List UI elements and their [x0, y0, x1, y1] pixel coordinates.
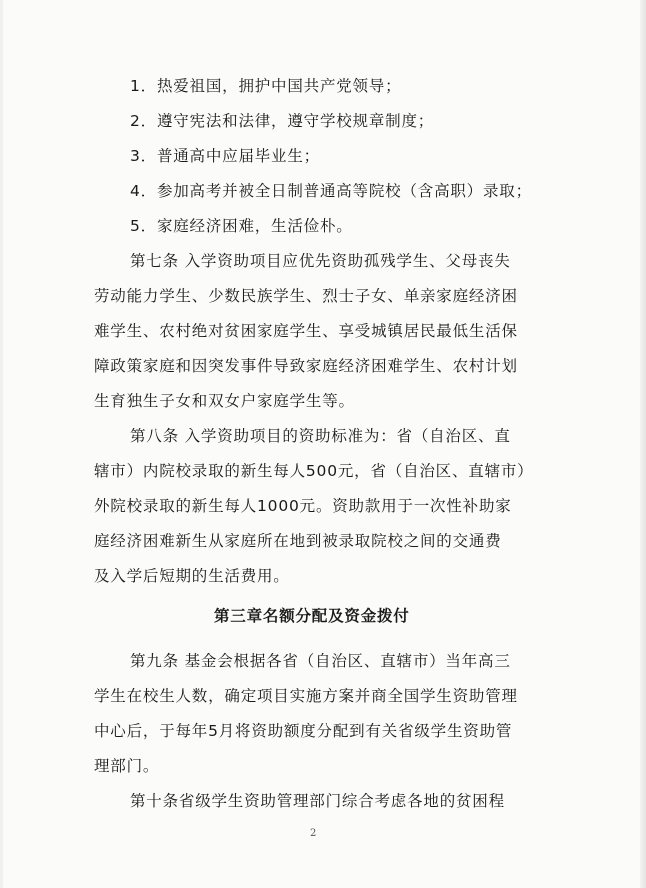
- article-9-line-3: 中心后，于每年5月将资助额度分配到有关省级学生资助管: [94, 722, 513, 740]
- article-7-line-4: 障政策家庭和因突发事件导致家庭经济困难学生、农村计划: [94, 357, 518, 375]
- page-number: 2: [310, 828, 317, 839]
- page-left-edge: [0, 0, 3, 888]
- criteria-item-1: 1．热爱祖国，拥护中国共产党领导；: [130, 77, 402, 95]
- article-9-line-4: 理部门。: [94, 757, 160, 775]
- article-9-line-2: 学生在校生人数，确定项目实施方案并商全国学生资助管理: [94, 687, 518, 705]
- article-8-line-5: 及入学后短期的生活费用。: [94, 567, 290, 585]
- article-8-line-3: 外院校录取的新生每人1000元。资助款用于一次性补助家: [94, 497, 512, 515]
- criteria-item-5: 5．家庭经济困难，生活俭朴。: [130, 217, 353, 235]
- page-right-edge: [640, 0, 646, 888]
- article-7-line-3: 难学生、农村绝对贫困家庭学生、享受城镇居民最低生活保: [94, 322, 518, 340]
- criteria-item-2: 2．遵守宪法和法律，遵守学校规章制度；: [130, 112, 435, 130]
- article-8-line-4: 庭经济困难新生从家庭所在地到被录取院校之间的交通费: [94, 532, 502, 550]
- article-7-line-1: 第七条 入学资助项目应优先资助孤残学生、父母丧失: [130, 252, 511, 270]
- article-7-line-5: 生育独生子女和双女户家庭学生等。: [94, 392, 355, 410]
- criteria-item-4: 4．参加高考并被全日制普通高等院校（含高职）录取；: [130, 182, 532, 200]
- article-8-line-2: 辖市）内院校录取的新生每人500元，省（自治区、直辖市）: [94, 462, 534, 480]
- criteria-item-3: 3．普通高中应届毕业生；: [130, 147, 320, 165]
- article-9-line-1: 第九条 基金会根据各省（自治区、直辖市）当年高三: [130, 652, 511, 670]
- article-8-line-1: 第八条 入学资助项目的资助标准为：省（自治区、直: [130, 427, 511, 445]
- article-7-line-2: 劳动能力学生、少数民族学生、烈士子女、单亲家庭经济困: [94, 287, 518, 305]
- article-10-line-1: 第十条省级学生资助管理部门综合考虑各地的贫困程: [130, 792, 505, 810]
- chapter-3-heading: 第三章名额分配及资金拨付: [214, 607, 410, 625]
